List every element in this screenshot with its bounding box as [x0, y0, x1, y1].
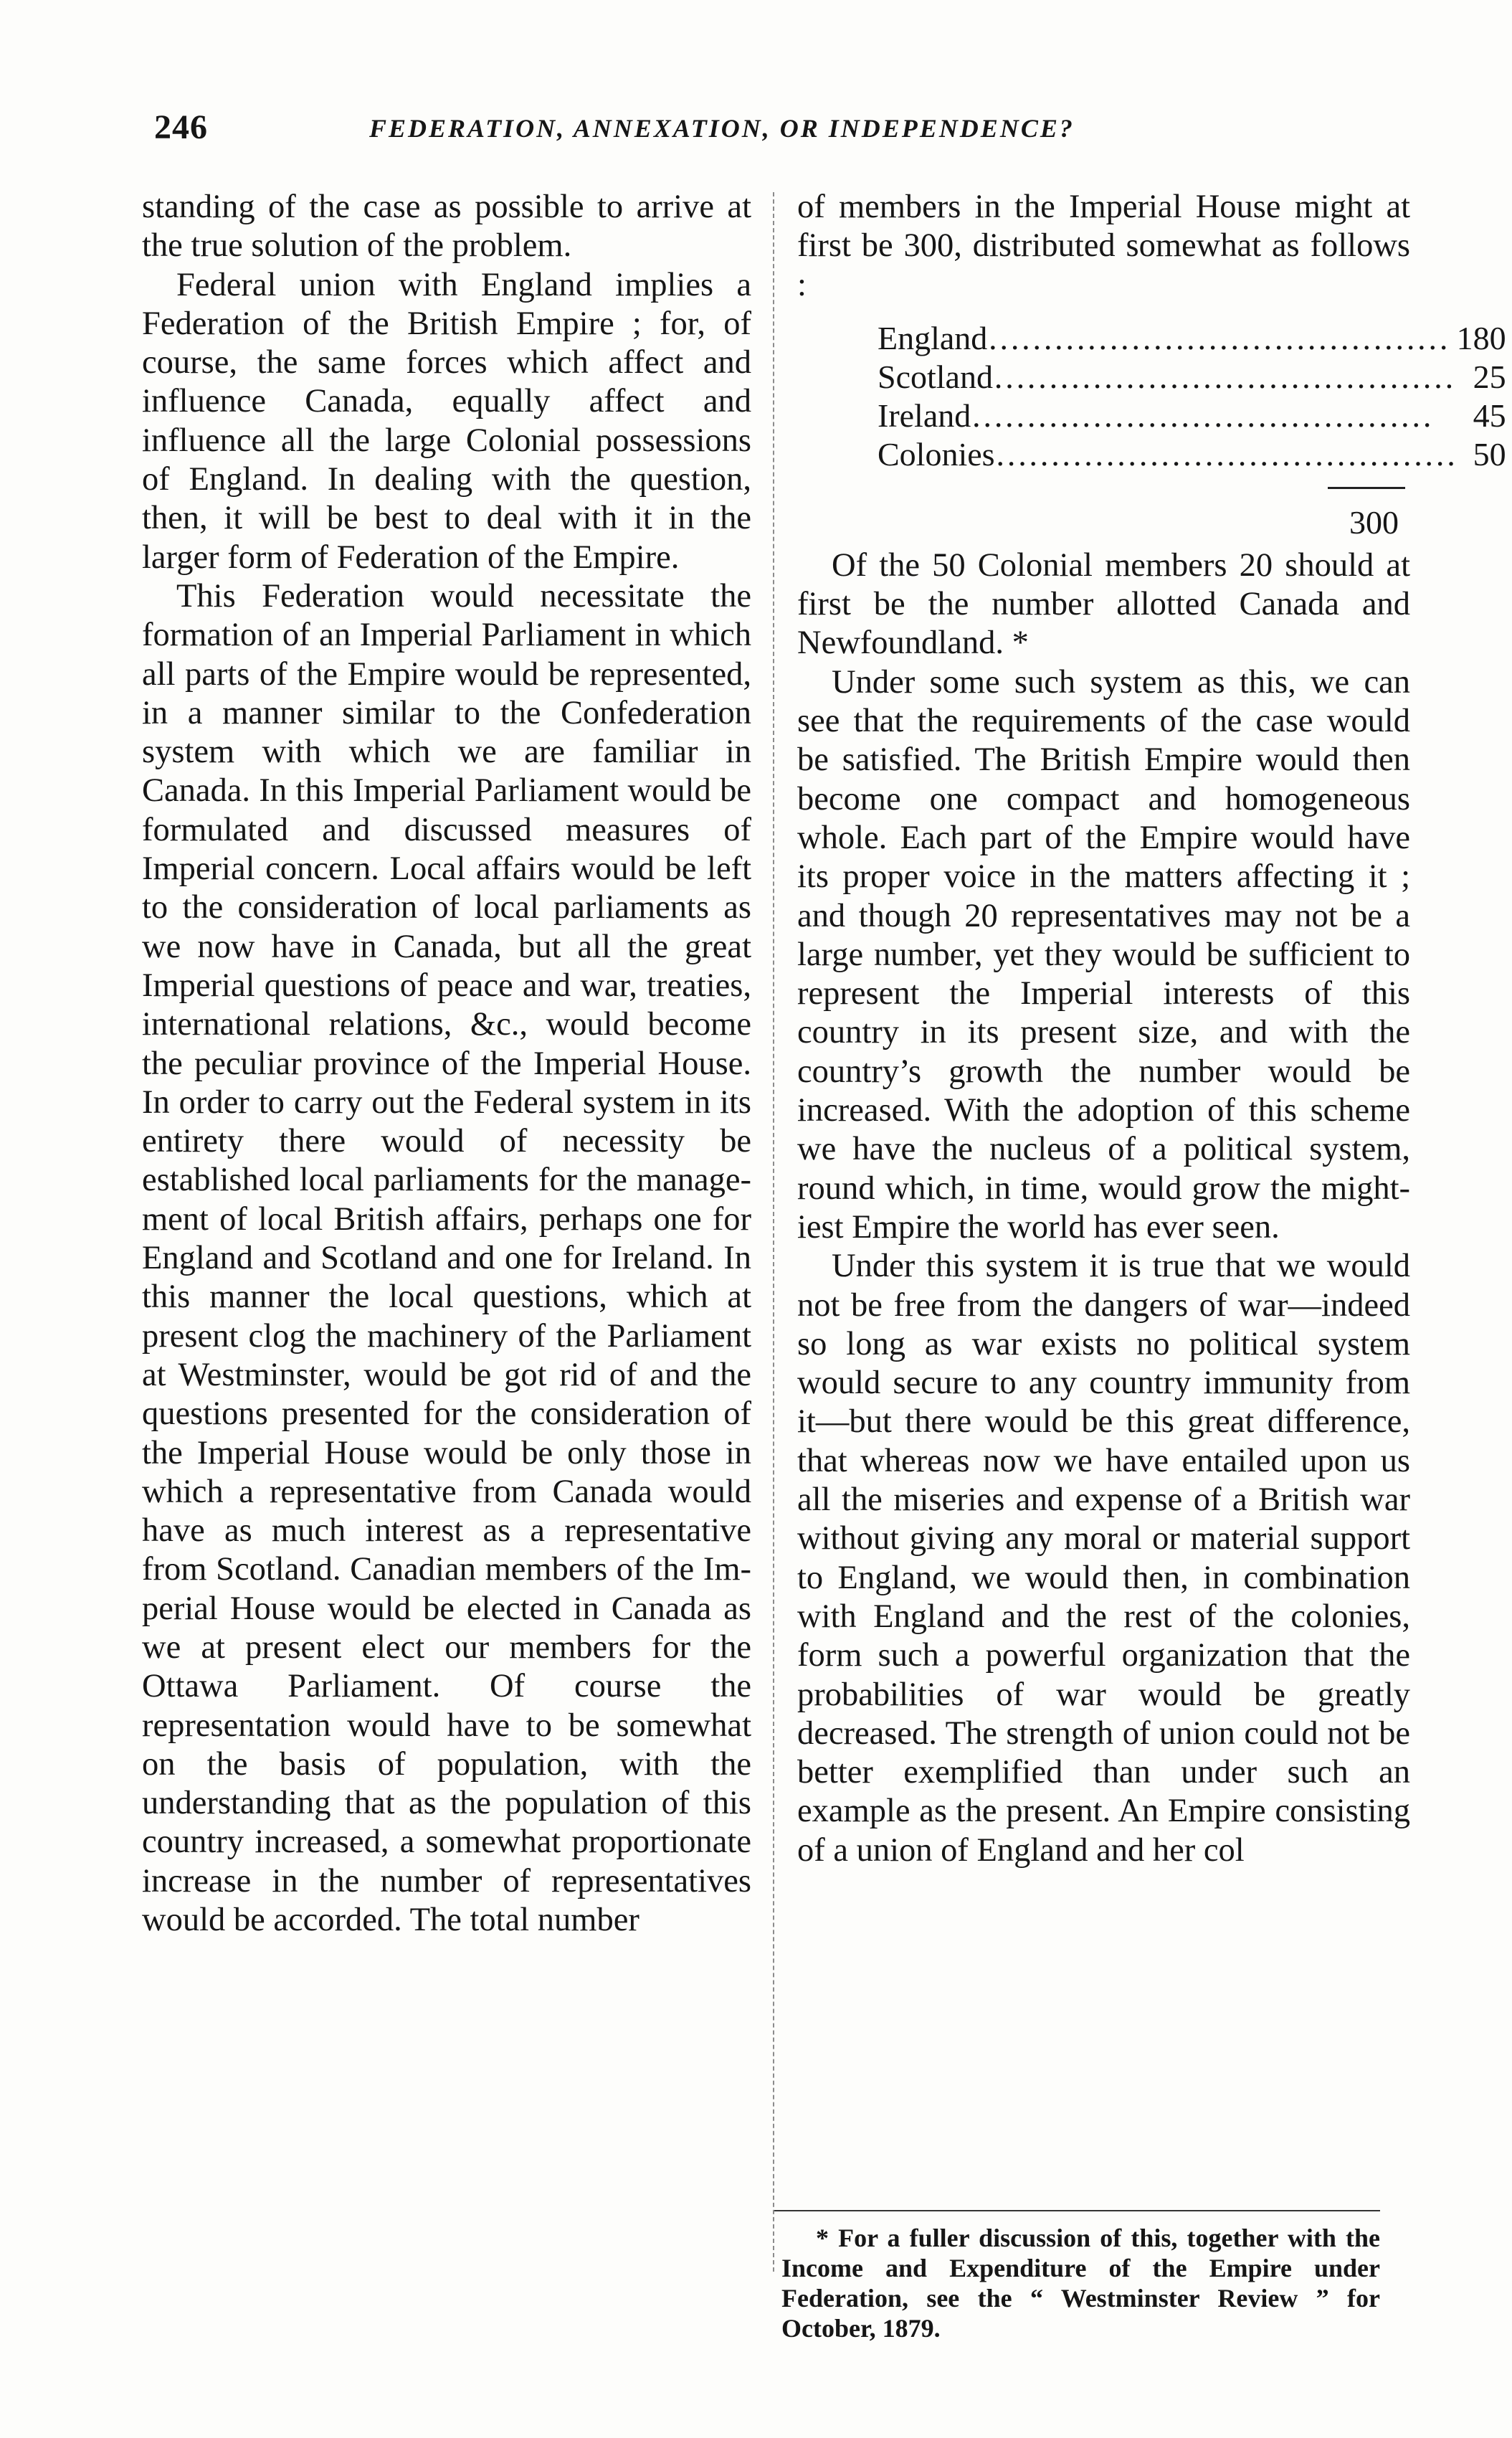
- paragraph: Under some such system as this, we can see that the requirements of the case would be satisfied. The British Empire would then become one compact and homogeneous whole. Each part of the Empire would have its proper voice in the matters affecting it ; and though 20 representatives may not be a large number, yet they would be sufficient to represent the Imperial interests of this country in its present size, and with the country’s growth the number would be increased. With the adoption of this scheme we have the nucleus of a political system, round which, in time, would grow the mightiest Empire the world has ever seen.: [797, 663, 1410, 1246]
- table-row: [878, 319, 1512, 358]
- region-cell: [878, 397, 1457, 435]
- region-cell: [878, 435, 1457, 474]
- members-table: [878, 319, 1512, 474]
- table-row: [878, 435, 1512, 474]
- paragraph: This Federation would necessitate the formation of an Imperial Parliament in which all parts of the Empire would be represented, in a manner similar to the Confederation system with which we are familiar in Canada. In this Imperial Parliament would be formulated and discussed measures of Imperial concern. Local affairs would be left to the consideration of local parliaments as we now have in Canada, but all the great Imperial questions of peace and war, treaties, international relations, &c., would become the peculiar province of the Imperial House. In order to carry out the Federal system in its entirety there would of necessity be established local parliaments for the management of local British affairs, perhaps one for England and Scotland and one for Ireland. In this manner the local questions, which at present clog the machinery of the Parliament at Westminster, would be got rid of and the questions presented for the consideration of the Imperial House would be only those in which a representative from Canada would have as much interest as a representative from Scotland. Canadian members of the Imperial House would be elected in Canada as we at present elect our members for the Ottawa Parliament. Of course the representation would have to be somewhat on the basis of population, with the understanding that as the population of this country increased, a somewhat proportionate increase in the number of representatives would be accorded. The total number: [142, 577, 751, 1939]
- paragraph: Of the 50 Colonial members 20 should at first be the number allotted Canada and Newfoundland. *: [797, 546, 1410, 662]
- dot-leader: ……………………………………: [987, 319, 1450, 356]
- region-name: Scotland: [878, 358, 993, 395]
- count-cell: 50: [1473, 435, 1506, 473]
- page-header: [154, 108, 1373, 158]
- page-number: 246: [154, 108, 208, 146]
- dot-leader: ……………………………………: [992, 358, 1455, 395]
- count-cell: 25: [1473, 358, 1506, 395]
- count-cell: 180: [1456, 319, 1506, 356]
- paragraph: standing of the case as possible to arrive at the true solution of the problem.: [142, 189, 751, 265]
- dot-leader: ……………………………………: [971, 397, 1433, 434]
- table-total: 300: [1349, 503, 1399, 541]
- table-row: [878, 397, 1512, 435]
- region-cell: [878, 358, 1457, 397]
- footnote: * For a fuller discussion of this, together with the Income and Expenditure of the Empire under Federation, see the “ Westminster Review ” for October, 1879.: [781, 2224, 1380, 2343]
- right-column: [797, 188, 1506, 1870]
- region-cell: [878, 319, 1457, 358]
- region-name: Ireland: [878, 397, 971, 434]
- total-rule: [1328, 487, 1405, 489]
- region-name: England: [878, 319, 988, 356]
- paragraph: Under this system it is true that we would not be free from the dangers of war—indeed so long as war exists no political system would secure to any country immunity from it—but there would be this great difference, that whereas now we have entailed upon us all the miseries and expense of a British war without giving any moral or material support to England, we would then, in combination with England and the rest of the colonies, form such a powerful organization that the probabilities of war would be greatly decreased. The strength of union could not be better exemplified than under such an example as the present. An Empire consisting of a union of England and her col: [797, 1248, 1410, 1869]
- count-cell: 45: [1473, 397, 1506, 434]
- dot-leader: ……………………………………: [994, 435, 1457, 473]
- table-row: [878, 358, 1512, 397]
- paragraph: Federal union with England implies a Federation of the British Empire ; for, of course, the same forces which affect and influence Canada, equally affect and influence all the large Colonial possessions of England. In dealing with the question, then, it will be best to deal with it in the larger form of Federation of the Empire.: [142, 266, 751, 576]
- left-column: [142, 188, 751, 1940]
- region-name: Colonies: [878, 435, 995, 473]
- footnote-rule: [774, 2210, 1380, 2211]
- paragraph: of members in the Imperial House might at first be 300, distributed somewhat as follows :: [797, 189, 1410, 303]
- running-title: FEDERATION, ANNEXATION, OR INDEPENDENCE?: [369, 114, 1075, 143]
- column-divider: [773, 192, 774, 2272]
